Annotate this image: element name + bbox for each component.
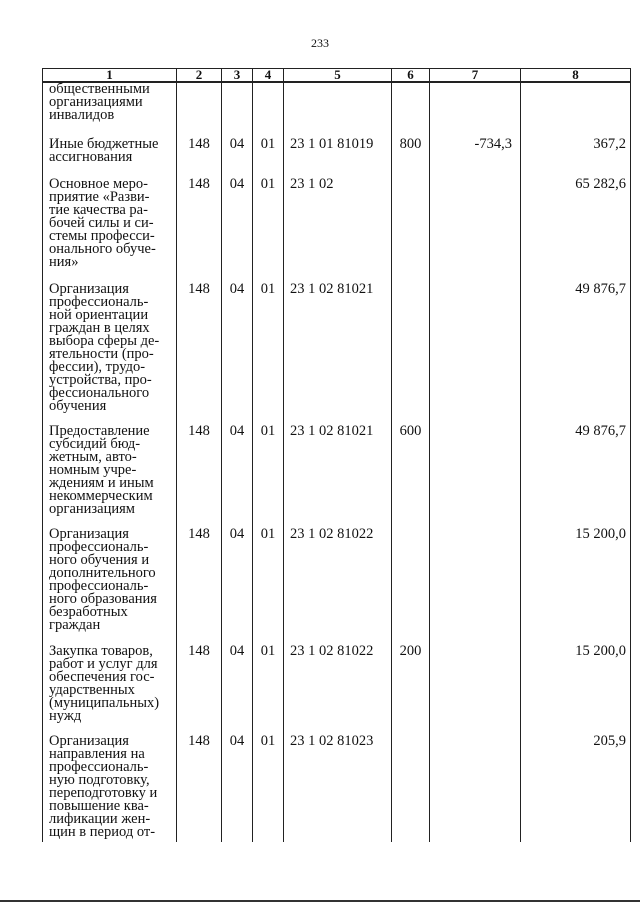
cell-subsection: 01 [253, 425, 284, 528]
table-row [43, 528, 631, 645]
cell-expense-type [392, 528, 430, 645]
cell-section: 04 [222, 283, 253, 425]
cell-expense-type [392, 178, 430, 283]
table-row [43, 735, 631, 842]
cell-target-article: 23 1 02 81023 [284, 735, 392, 842]
cell-section: 04 [222, 178, 253, 283]
cell-change [430, 645, 521, 735]
row-name: Предоставление субсидий бюд- жетным, авто- номным учре- ждениям и иным некоммерческим организациям [43, 425, 177, 528]
cell-amount: 367,2 [521, 138, 631, 178]
cell-ministry: 148 [177, 138, 222, 178]
cell-expense-type [392, 82, 430, 138]
header-cell: 2 [177, 69, 222, 83]
cell-section: 04 [222, 735, 253, 842]
cell-expense-type [392, 735, 430, 842]
cell-amount: 15 200,0 [521, 528, 631, 645]
cell-ministry [177, 82, 222, 138]
cell-target-article: 23 1 02 [284, 178, 392, 283]
cell-expense-type: 200 [392, 645, 430, 735]
cell-subsection: 01 [253, 138, 284, 178]
cell-target-article: 23 1 02 81022 [284, 528, 392, 645]
cell-subsection: 01 [253, 283, 284, 425]
table-row [43, 138, 631, 178]
cell-expense-type [392, 283, 430, 425]
header-cell: 5 [284, 69, 392, 83]
table-row [43, 82, 631, 138]
cell-subsection [253, 82, 284, 138]
row-name: Иные бюджетные ассигнования [43, 138, 177, 178]
cell-section [222, 82, 253, 138]
cell-ministry: 148 [177, 645, 222, 735]
cell-change [430, 425, 521, 528]
cell-target-article [284, 82, 392, 138]
cell-amount: 65 282,6 [521, 178, 631, 283]
table-row [43, 425, 631, 528]
cell-section: 04 [222, 528, 253, 645]
header-cell: 3 [222, 69, 253, 83]
header-cell: 8 [521, 69, 631, 83]
table-row [43, 283, 631, 425]
cell-amount: 49 876,7 [521, 425, 631, 528]
page-number: 233 [311, 36, 329, 50]
table-row [43, 645, 631, 735]
row-name: Организация профессиональ- ного обучения и дополнительного профессиональ- ного образования безработных граждан [43, 528, 177, 645]
cell-change: -734,3 [430, 138, 521, 178]
row-name: Организация направления на профессиональ- ную подготовку, переподготовку и повышение ква- лификации жен- щин в период от- [43, 735, 177, 842]
cell-expense-type: 600 [392, 425, 430, 528]
cell-change [430, 735, 521, 842]
cell-target-article: 23 1 02 81022 [284, 645, 392, 735]
cell-amount [521, 82, 631, 138]
cell-change [430, 283, 521, 425]
cell-section: 04 [222, 138, 253, 178]
cell-amount: 205,9 [521, 735, 631, 842]
cell-expense-type: 800 [392, 138, 430, 178]
cell-subsection: 01 [253, 645, 284, 735]
cell-subsection: 01 [253, 528, 284, 645]
cell-ministry: 148 [177, 735, 222, 842]
bottom-rule [0, 900, 640, 902]
cell-ministry: 148 [177, 425, 222, 528]
header-row [43, 69, 631, 83]
row-name: Основное меро- приятие «Разви- тие качества ра- бочей силы и си- стемы професси- онального обуче- ния» [43, 178, 177, 283]
row-name: Закупка товаров, работ и услуг для обеспечения гос- ударственных (муниципальных) нужд [43, 645, 177, 735]
table-row [43, 178, 631, 283]
cell-change [430, 82, 521, 138]
cell-subsection: 01 [253, 735, 284, 842]
cell-section: 04 [222, 425, 253, 528]
header-cell: 6 [392, 69, 430, 83]
cell-ministry: 148 [177, 178, 222, 283]
cell-target-article: 23 1 02 81021 [284, 425, 392, 528]
cell-change [430, 528, 521, 645]
cell-section: 04 [222, 645, 253, 735]
cell-ministry: 148 [177, 283, 222, 425]
header-cell: 7 [430, 69, 521, 83]
cell-ministry: 148 [177, 528, 222, 645]
header-cell: 1 [43, 69, 177, 83]
header-cell: 4 [253, 69, 284, 83]
cell-target-article: 23 1 01 81019 [284, 138, 392, 178]
row-name: общественными организациями инвалидов [43, 82, 177, 138]
cell-amount: 15 200,0 [521, 645, 631, 735]
cell-subsection: 01 [253, 178, 284, 283]
cell-amount: 49 876,7 [521, 283, 631, 425]
row-name: Организация профессиональ- ной ориентации граждан в целях выбора сферы де- ятельности (про- фессии), трудо- устройства, про- фессионального обучения [43, 283, 177, 425]
budget-table [42, 68, 631, 842]
cell-target-article: 23 1 02 81021 [284, 283, 392, 425]
cell-change [430, 178, 521, 283]
